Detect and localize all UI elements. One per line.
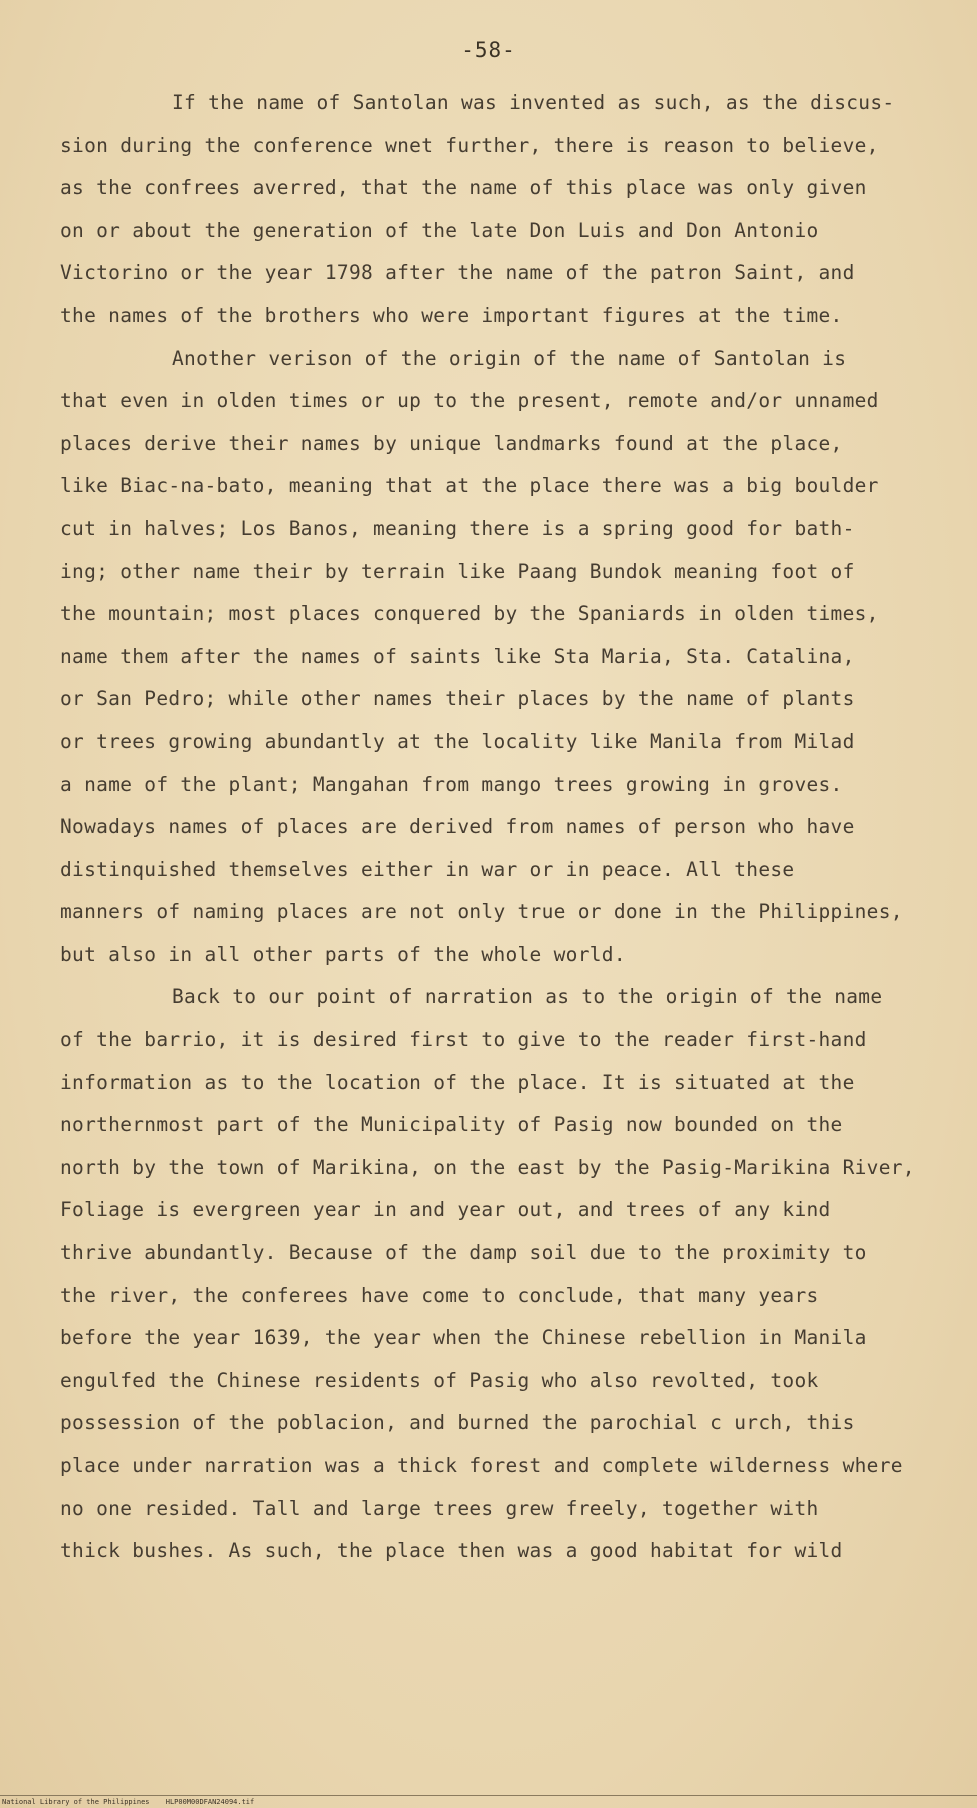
text-line: ing; other name their by terrain like Paang Bundok meaning foot of <box>60 559 855 583</box>
text-line: Another verison of the origin of the name of Santolan is <box>172 346 847 370</box>
text-line: the river, the conferees have come to conclude, that many years <box>60 1283 819 1307</box>
text-line: or trees growing abundantly at the locality like Manila from Milad <box>60 729 855 753</box>
text-line: north by the town of Marikina, on the east by the Pasig-Marikina River, <box>60 1155 915 1179</box>
footer-library: National Library of the Philippines <box>2 1798 150 1806</box>
text-line: of the barrio, it is desired first to give to the reader first-hand <box>60 1028 867 1052</box>
text-line: sion during the conference wnet further, there is reason to believe, <box>60 133 879 157</box>
text-line: like Biac-na-bato, meaning that at the place there was a big boulder <box>60 474 879 498</box>
text-line: places derive their names by unique landmarks found at the place, <box>60 431 843 455</box>
text-line: place under narration was a thick forest and complete wilderness where <box>60 1454 903 1477</box>
text-line: information as to the location of the place. It is situated at the <box>60 1070 855 1094</box>
text-line: before the year 1639, the year when the Chinese rebellion in Manila <box>60 1326 867 1350</box>
text-line: the mountain; most places conquered by the Spaniards in olden times, <box>60 602 879 626</box>
text-line: name them after the names of saints like Sta Maria, Sta. Catalina, <box>60 644 855 668</box>
text-line: a name of the plant; Mangahan from mango trees growing in groves. <box>60 772 843 796</box>
text-line: If the name of Santolan was invented as such, as the discus- <box>172 91 895 114</box>
text-line: northernmost part of the Municipality of Pasig now bounded on the <box>60 1113 843 1137</box>
text-line: Nowadays names of places are derived from names of person who have <box>60 815 855 839</box>
page-number: -58- <box>461 38 516 62</box>
scan-footer <box>0 1795 977 1806</box>
text-line: on or about the generation of the late Don Luis and Don Antonio <box>60 218 819 242</box>
text-line: or San Pedro; while other names their places by the name of plants <box>60 687 855 711</box>
text-line: Foliage is evergreen year in and year out, and trees of any kind <box>60 1198 831 1222</box>
text-line: engulfed the Chinese residents of Pasig who also revolted, took <box>60 1368 819 1392</box>
text-line: no one resided. Tall and large trees grew freely, together with <box>60 1496 819 1520</box>
footer-filename: HLP00M00DFAN24094.tif <box>165 1798 255 1806</box>
text-line: Victorino or the year 1798 after the name of the patron Saint, and <box>60 261 855 285</box>
text-line: thick bushes. As such, the place then was a good habitat for wild <box>60 1539 843 1563</box>
text-line: the names of the brothers who were important figures at the time. <box>60 303 843 327</box>
text-line: cut in halves; Los Banos, meaning there is a spring good for bath- <box>60 516 855 540</box>
text-line: distinquished themselves either in war or in peace. All these <box>60 857 795 881</box>
text-line: manners of naming places are not only true or done in the Philippines, <box>60 900 903 924</box>
text-line: but also in all other parts of the whole world. <box>60 942 626 966</box>
text-line: as the confrees averred, that the name of this place was only given <box>60 176 867 200</box>
typewritten-body <box>60 82 920 1573</box>
text-line: that even in olden times or up to the present, remote and/or unnamed <box>60 389 879 413</box>
text-line: thrive abundantly. Because of the damp soil due to the proximity to <box>60 1241 867 1265</box>
text-line: possession of the poblacion, and burned the parochial c urch, this <box>60 1411 855 1435</box>
text-line: Back to our point of narration as to the origin of the name <box>172 985 883 1009</box>
